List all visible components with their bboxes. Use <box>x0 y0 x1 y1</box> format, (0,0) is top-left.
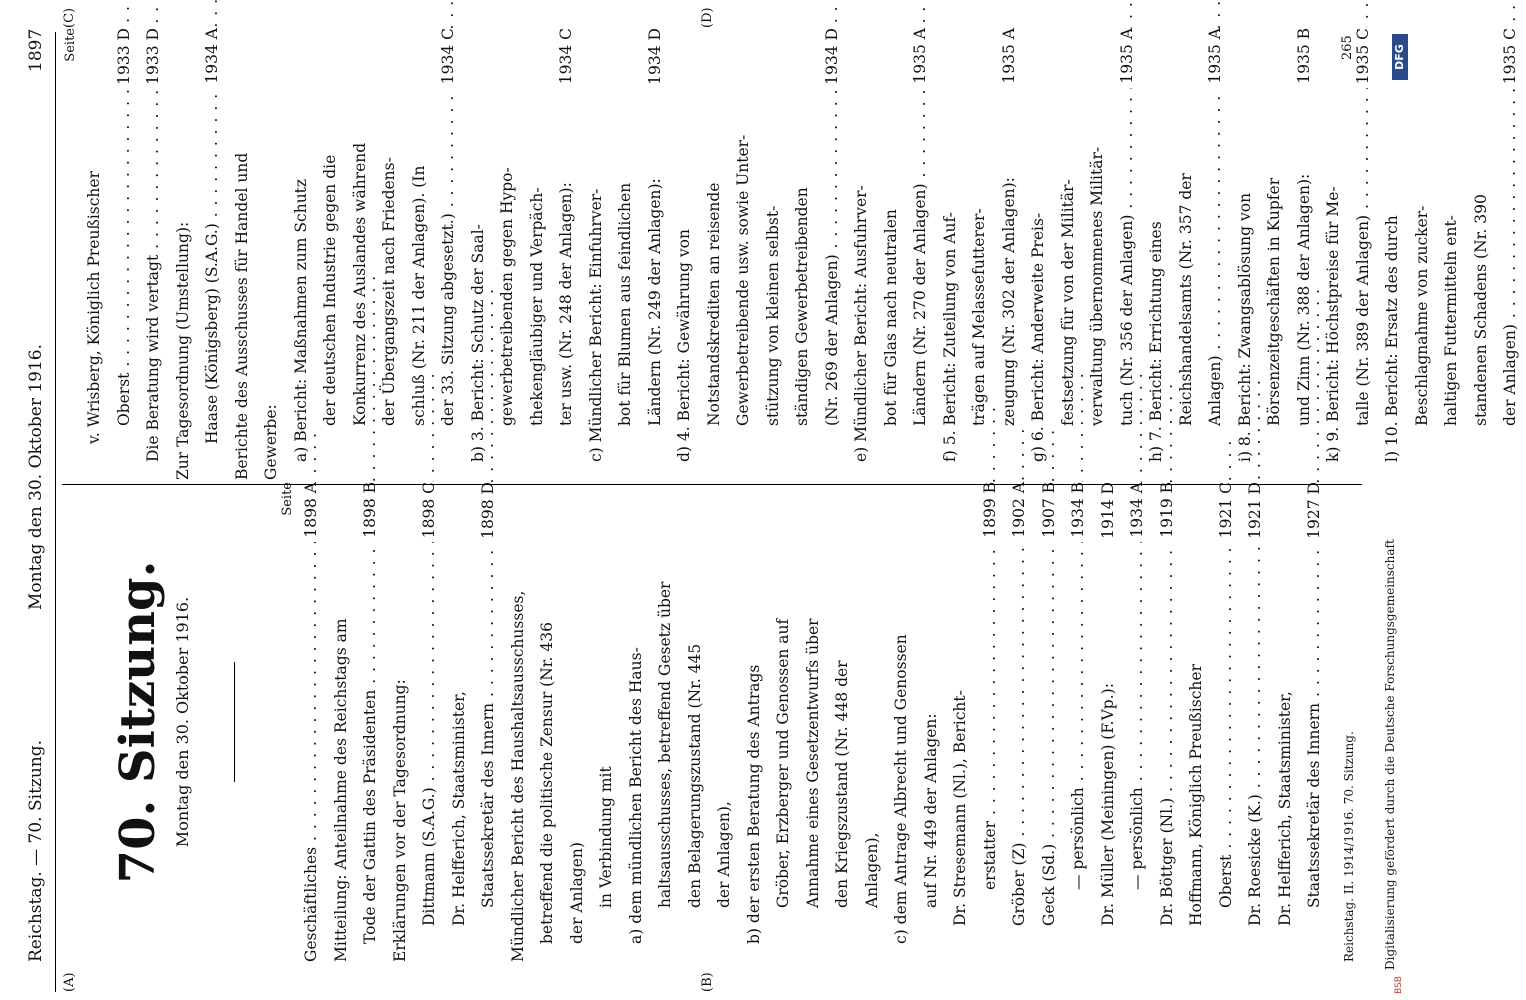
toc-entry <box>346 28 376 480</box>
toc-entry-page: 1919 B <box>1153 482 1183 542</box>
toc-entry-text: schluß (Nr. 211 der Anlagen). (In <box>409 165 428 426</box>
toc-entry-text: auf Nr. 449 der Anlagen: <box>921 713 940 908</box>
toc-entry <box>80 28 110 480</box>
toc-entry <box>1496 28 1526 480</box>
toc-entry-page: 1914 D <box>1094 482 1124 543</box>
toc-entry-text: zeugung (Nr. 302 der Anlagen): <box>999 177 1018 426</box>
toc-entry-text: — persönlich . . . <box>1064 372 1094 890</box>
toc-entry-page: 1934 D <box>818 28 848 89</box>
margin-letter-d: (D) <box>700 7 715 28</box>
toc-entry <box>936 28 966 480</box>
toc-entry-text: c) Mündlicher Bericht: Einfuhrver- <box>586 188 605 462</box>
toc-entry-text: Staatssekretär des Innern . . . <box>474 288 504 908</box>
toc-entry <box>1094 482 1124 962</box>
toc-entry-text: Dr. Helfferich, Staatsminister, <box>1275 691 1294 926</box>
toc-entry-page: 1935 A <box>1201 28 1231 88</box>
toc-entry-text: Mündlicher Bericht des Haushaltsausschusses, <box>508 590 527 962</box>
toc-entry-text: Staatssekretär des Innern . . . <box>1300 288 1330 908</box>
toc-entry-text: Die Beratung wird vertagt . . . <box>139 0 169 462</box>
toc-entry <box>1172 28 1202 480</box>
toc-entry <box>858 482 888 962</box>
toc-entry <box>552 28 582 480</box>
toc-entry <box>1005 482 1035 962</box>
toc-entry-text: Gewerbetreibende usw. sowie Unter- <box>734 134 752 426</box>
toc-entry-page: 1935 A <box>995 28 1025 88</box>
toc-entry <box>729 28 759 480</box>
toc-entry-text: g) 6. Bericht: Anderweite Preis- <box>1029 212 1047 462</box>
toc-entry <box>563 482 593 962</box>
toc-entry-text: a) Bericht: Maßnahmen zum Schutz <box>291 178 310 462</box>
toc-entry <box>1319 28 1349 480</box>
toc-entry-text: Börsenzeitgeschäften in Kupfer <box>1265 177 1283 426</box>
toc-entry-text: Anlagen), <box>862 832 881 908</box>
toc-entry-text: Anlagen) . . . <box>1201 0 1231 426</box>
toc-entry-text: der 33. Sitzung abgesetzt.) . . . <box>434 0 464 426</box>
toc-entry <box>710 482 740 962</box>
toc-entry-text: Annahme eines Gesetzentwurfs über <box>803 618 822 908</box>
margin-letter-a: (A) <box>62 972 77 992</box>
toc-entry-text: betreffend die politische Zensur (Nr. 436 <box>538 622 556 944</box>
toc-entry <box>474 482 504 962</box>
toc-entry-text: h) 7. Bericht: Errichtung eines <box>1147 221 1165 462</box>
title-rule <box>234 662 235 782</box>
toc-entry-text: Oberst . . . <box>1212 440 1242 908</box>
toc-entry-text: in Verbindung mit <box>597 766 615 908</box>
toc-entry <box>769 482 799 962</box>
toc-entry-text: Geschäftliches . . . <box>297 432 327 962</box>
toc-entry <box>464 28 494 480</box>
toc-entry <box>906 28 936 480</box>
margin-letter-c: (C) <box>62 7 77 28</box>
toc-entry-page: 1934 B <box>1064 482 1094 542</box>
toc-entry-page: 1933 D <box>110 28 140 89</box>
toc-entry <box>622 482 652 962</box>
toc-entry-text: Gewerbe: <box>262 404 280 480</box>
toc-entry <box>405 28 435 480</box>
toc-entry <box>198 28 228 480</box>
toc-entry-text: gewerbetreibenden gegen Hypo- <box>498 167 516 426</box>
toc-entry-page: 1934 D <box>641 28 671 89</box>
toc-entry <box>1083 28 1113 480</box>
toc-entry <box>740 482 770 962</box>
toc-entry <box>445 482 475 962</box>
toc-entry-text: d) 4. Bericht: Gewährung von <box>675 229 693 462</box>
toc-entry-text: Dr. Böttger (Nl.) . . . <box>1153 383 1183 926</box>
toc-entry-text: a) dem mündlichen Bericht des Haus- <box>626 647 645 944</box>
toc-entry <box>700 28 730 480</box>
toc-entry-text: Reichshandelsamts (Nr. 357 der <box>1176 173 1195 426</box>
toc-entry-text: der Übergangszeit nach Friedens- <box>380 157 398 426</box>
toc-entry-page: 1921 C <box>1212 482 1242 542</box>
toc-entry-text: den Kriegszustand (Nr. 448 der <box>833 660 851 908</box>
toc-entry-text: l) 10. Bericht: Ersatz des durch <box>1383 215 1401 462</box>
toc-entry-page: 1934 A <box>198 28 228 88</box>
toc-entry-page: 1927 D <box>1300 482 1330 543</box>
toc-entry <box>493 28 523 480</box>
toc-entry <box>818 28 848 480</box>
toc-entry-text: bot für Glas nach neutralen <box>881 209 900 426</box>
toc-entry-text: v. Wrisberg, Königlich Preußischer <box>85 171 103 444</box>
left-column <box>62 482 1330 962</box>
toc-entry-text: — persönlich . . . <box>1123 372 1153 890</box>
toc-entry <box>1024 28 1054 480</box>
toc-entry-text: Gröber (Z) . . . <box>1005 428 1035 926</box>
toc-entry-page: 1935 B <box>1290 28 1320 88</box>
toc-entry-text: talle (Nr. 389 der Anlagen) . . . <box>1349 0 1379 426</box>
toc-entry <box>1231 28 1261 480</box>
toc-entry <box>641 28 671 480</box>
toc-entry <box>828 482 858 962</box>
toc-entry-text: i) 8. Bericht: Zwangsablösung von <box>1235 192 1254 462</box>
toc-entry-text: Dr. Roesicke (K.) . . . <box>1241 379 1271 926</box>
running-head-left: Reichstag. — 70. Sitzung. <box>26 739 46 962</box>
toc-entry-text: stützung von kleinen selbst- <box>763 205 782 426</box>
toc-entry <box>257 28 287 480</box>
toc-entry <box>386 482 416 962</box>
toc-entry <box>523 28 553 480</box>
toc-entry <box>1212 482 1242 962</box>
toc-entry <box>169 28 199 480</box>
toc-entry-text: Mitteilung: Anteilnahme des Reichstags am <box>331 618 350 962</box>
toc-entry <box>651 482 681 962</box>
toc-entry <box>1142 28 1172 480</box>
toc-entry <box>1035 482 1065 962</box>
toc-entry-text: Hoffmann, Königlich Preußischer <box>1187 664 1205 926</box>
toc-entry <box>139 28 169 480</box>
toc-entry-text: der Anlagen) . . . <box>1496 0 1526 426</box>
toc-entry <box>316 28 346 480</box>
toc-entry-text: erstatter . . . <box>976 406 1006 890</box>
toc-entry <box>1123 482 1153 962</box>
toc-entry-text: Beschlagnahme von zucker- <box>1412 205 1431 426</box>
toc-entry-page: 1934 A <box>1123 482 1153 542</box>
toc-entry-text: e) Mündlicher Bericht: Ausfuhrver- <box>852 185 870 462</box>
toc-entry-text: Notstandskrediten an reisende <box>704 182 723 426</box>
toc-entry-text: Ländern (Nr. 270 der Anlagen) . . . <box>906 0 936 426</box>
toc-entry <box>847 28 877 480</box>
toc-entry <box>297 482 327 962</box>
running-head-date: Montag den 30. Oktober 1916. <box>26 343 46 610</box>
toc-entry <box>1290 28 1320 480</box>
toc-entry-page: 1935 C <box>1349 28 1379 88</box>
toc-entry-text: standenen Schadens (Nr. 390 <box>1471 194 1490 426</box>
session-title: 70. Sitzung. <box>110 560 166 884</box>
toc-entry-text: den Belagerungszustand (Nr. 445 <box>685 643 704 908</box>
toc-entry-text: k) 9. Bericht: Höchstpreise für Me- <box>1324 186 1342 462</box>
toc-entry <box>582 28 612 480</box>
toc-entry <box>1271 482 1301 962</box>
toc-entry-page: 1934 C <box>434 28 464 88</box>
toc-entry-text: ter usw. (Nr. 248 der Anlagen): <box>557 182 575 426</box>
toc-entry-text: und Zinn (Nr. 388 der Anlagen): <box>1294 173 1313 426</box>
toc-entry-page: 1935 A <box>906 28 936 88</box>
toc-entry <box>976 482 1006 962</box>
toc-entry-text: Konkurrenz des Auslandes während <box>350 142 369 426</box>
toc-entry-page: 1898 D <box>474 482 504 543</box>
toc-entry <box>1241 482 1271 962</box>
toc-entry <box>1153 482 1183 962</box>
toc-entry-text: Dr. Stresemann (Nl.), Bericht- <box>951 690 969 926</box>
margin-letter-b: (B) <box>700 972 715 992</box>
toc-entry <box>681 482 711 962</box>
toc-entry <box>611 28 641 480</box>
header-rule <box>55 32 56 992</box>
toc-entry <box>592 482 622 962</box>
page-number: 1897 <box>26 28 46 72</box>
toc-entry <box>1182 482 1212 962</box>
toc-entry-text: Dr. Müller (Meiningen) (F.Vp.): <box>1098 683 1117 926</box>
toc-entry <box>110 28 140 480</box>
toc-entry-text: trägen auf Melassefutterer- <box>970 208 988 426</box>
toc-entry <box>434 28 464 480</box>
seite-label: Seite <box>63 28 78 62</box>
left-toc <box>297 482 1330 962</box>
toc-entry-page: 1935 A <box>1113 28 1143 88</box>
toc-entry <box>1054 28 1084 480</box>
toc-entry <box>995 28 1025 480</box>
toc-entry-text: ständigen Gewerbetreibenden <box>793 187 811 426</box>
toc-entry-text: c) dem Antrage Albrecht und Genossen <box>892 634 910 944</box>
toc-entry-page: 1898 A <box>297 482 327 542</box>
toc-entry-page: 1935 C <box>1496 28 1526 88</box>
sheet-number: 265 <box>1340 35 1355 60</box>
toc-entry-text: Ländern (Nr. 249 der Anlagen): <box>645 178 664 426</box>
toc-entry-text: Erklärungen vor der Tagesordnung: <box>390 679 409 962</box>
toc-entry <box>415 482 445 962</box>
toc-entry-text: der deutschen Industrie gegen die <box>321 154 339 426</box>
column-divider <box>62 484 1362 485</box>
toc-entry-text: festsetzung für von der Militär- <box>1058 179 1077 426</box>
toc-entry-text: Dittmann (S.A.G.) . . . <box>415 372 445 926</box>
toc-entry-text: b) 3. Bericht: Schutz der Saal- <box>468 224 487 462</box>
toc-entry <box>356 482 386 962</box>
toc-entry-text: verwaltung übernommenes Militär- <box>1088 146 1106 426</box>
right-toc <box>80 28 1526 480</box>
toc-entry <box>670 28 700 480</box>
toc-entry-text: der Anlagen) <box>567 842 586 944</box>
session-date: Montag den 30. Oktober 1916. <box>173 596 192 848</box>
toc-entry <box>1113 28 1143 480</box>
dfg-logo: DFG <box>1392 34 1408 80</box>
toc-entry <box>1201 28 1231 480</box>
toc-entry-page: 1934 C <box>552 28 582 88</box>
toc-entry <box>327 482 357 962</box>
footer-signature: Reichstag. II. 1914/1916. 70. Sitzung. <box>1342 731 1356 962</box>
toc-entry-page: 1907 B <box>1035 482 1065 542</box>
toc-entry-page: 1899 B <box>976 482 1006 542</box>
toc-entry-page: 1898 C <box>415 482 445 542</box>
toc-entry-text: bot für Blumen aus feindlichen <box>616 182 634 426</box>
toc-entry-text: tuch (Nr. 356 der Anlagen) . . . <box>1113 0 1143 426</box>
toc-entry <box>1260 28 1290 480</box>
toc-entry-text: Dr. Helfferich, Staatsminister, <box>449 691 468 926</box>
toc-entry <box>287 28 317 480</box>
toc-entry-text: Gröber, Erzberger und Genossen auf <box>774 618 792 908</box>
digitization-credit: Digitalisierung gefördert durch die Deutsche Forschungsgemeinschaft <box>1383 539 1397 970</box>
bsb-mark: BSB <box>1394 976 1404 994</box>
toc-entry-text: Berichte des Ausschusses für Handel und <box>232 152 251 480</box>
toc-entry <box>1467 28 1497 480</box>
toc-entry-text: haltsausschusses, betreffend Gesetz über <box>656 581 674 908</box>
toc-entry <box>375 28 405 480</box>
toc-entry <box>759 28 789 480</box>
toc-entry <box>887 482 917 962</box>
toc-entry <box>788 28 818 480</box>
toc-entry-page: 1902 A <box>1005 482 1035 542</box>
toc-entry-text: Haase (Königsberg) (S.A.G.) . . . <box>198 0 228 444</box>
toc-entry-text: haltigen Futtermitteln ent- <box>1442 215 1460 426</box>
toc-entry-text: Tode der Gattin des Präsidenten . . . <box>356 275 386 944</box>
toc-entry <box>1378 28 1408 480</box>
toc-entry <box>1408 28 1438 480</box>
toc-entry-text: Zur Tagesordnung (Umstellung): <box>173 221 192 480</box>
toc-entry-text: f) 5. Bericht: Zuteilung von Auf- <box>940 212 959 462</box>
toc-entry-text: b) der ersten Beratung des Antrags <box>744 664 763 944</box>
toc-entry-text: der Anlagen), <box>715 801 733 908</box>
toc-entry <box>1064 482 1094 962</box>
toc-entry <box>799 482 829 962</box>
toc-entry <box>1437 28 1467 480</box>
toc-entry-page: 1933 D <box>139 28 169 89</box>
toc-entry-text: Geck (Sd.) . . . <box>1035 429 1065 926</box>
toc-entry-page: 1898 B <box>356 482 386 542</box>
toc-entry <box>1300 482 1330 962</box>
toc-entry <box>504 482 534 962</box>
toc-entry <box>965 28 995 480</box>
right-column <box>62 28 1526 480</box>
toc-entry-text: Oberst . . . <box>110 0 140 426</box>
seite-label: Seite <box>280 482 295 516</box>
toc-entry-text: thekengläubiger und Verpäch- <box>527 187 546 426</box>
toc-entry <box>917 482 947 962</box>
toc-entry-text: (Nr. 269 der Anlagen) . . . <box>818 0 848 426</box>
toc-entry <box>877 28 907 480</box>
toc-entry <box>1349 28 1379 480</box>
toc-entry <box>533 482 563 962</box>
toc-entry-page: 1921 D <box>1241 482 1271 543</box>
toc-entry <box>946 482 976 962</box>
toc-entry <box>228 28 258 480</box>
